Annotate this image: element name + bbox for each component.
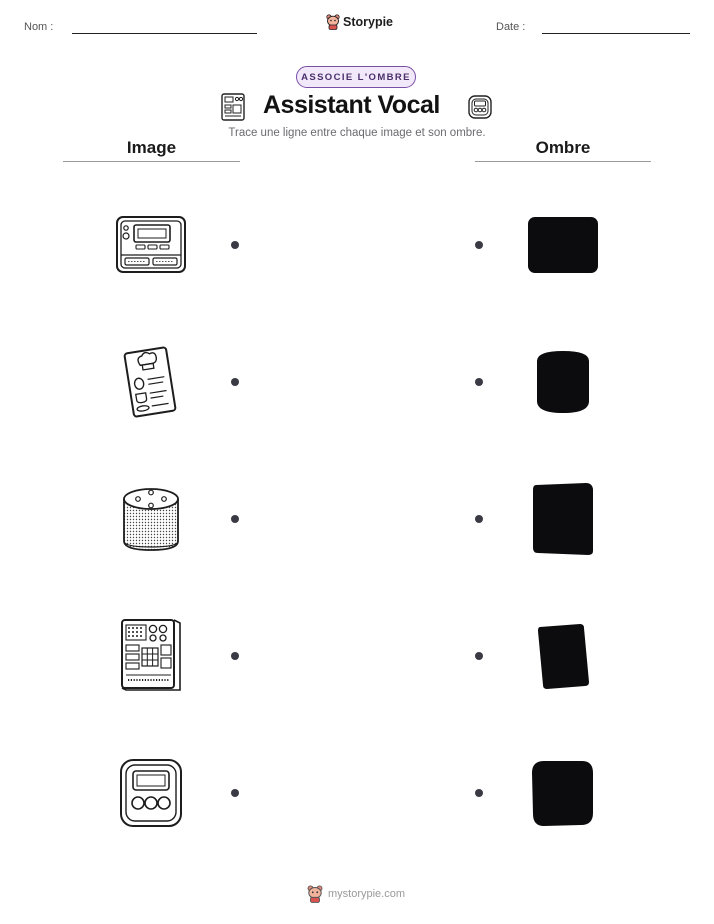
right-connect-dot-5[interactable]: [475, 789, 483, 797]
left-connect-dot-5[interactable]: [231, 789, 239, 797]
brand-logo: [326, 14, 393, 30]
column-underline-image: [63, 161, 240, 162]
name-label: Nom :: [24, 21, 54, 33]
control-panel-icon: [220, 92, 246, 122]
kitchen-timer-icon: [467, 94, 493, 120]
recipe-card-icon: [121, 346, 179, 418]
rounded-square-shadow: [530, 759, 596, 827]
pager-icon: [114, 214, 188, 276]
control-panel-icon: [118, 617, 184, 693]
kitchen-timer-icon: [118, 757, 184, 829]
rounded-rectangle-shadow: [526, 216, 600, 274]
left-connect-dot-2[interactable]: [231, 378, 239, 386]
name-field[interactable]: [72, 33, 257, 34]
left-connect-dot-4[interactable]: [231, 652, 239, 660]
storypie-mascot-icon: [307, 885, 323, 903]
left-connect-dot-1[interactable]: [231, 241, 239, 249]
footer: [307, 885, 405, 903]
storypie-mascot-icon: [326, 14, 340, 30]
cylinder-shadow: [534, 349, 592, 415]
smart-speaker-icon: [120, 485, 182, 553]
tilted-card-shadow: [536, 622, 592, 690]
column-underline-ombre: [475, 161, 651, 162]
column-header-ombre: Ombre: [535, 138, 591, 157]
right-connect-dot-4[interactable]: [475, 652, 483, 660]
right-connect-dot-1[interactable]: [475, 241, 483, 249]
instruction-text: Trace une ligne entre chaque image et son ombre.: [228, 127, 486, 139]
brand-name: Storypie: [343, 15, 394, 29]
activity-badge: ASSOCIE L'OMBRE: [296, 66, 416, 88]
right-connect-dot-3[interactable]: [475, 515, 483, 523]
column-header-image: Image: [126, 138, 177, 157]
date-label: Date :: [496, 21, 526, 33]
left-connect-dot-3[interactable]: [231, 515, 239, 523]
date-field[interactable]: [542, 33, 690, 34]
box-shadow: [530, 481, 596, 557]
page-title: Assistant Vocal: [263, 91, 440, 119]
footer-site-link[interactable]: mystorypie.com: [328, 888, 406, 900]
right-connect-dot-2[interactable]: [475, 378, 483, 386]
